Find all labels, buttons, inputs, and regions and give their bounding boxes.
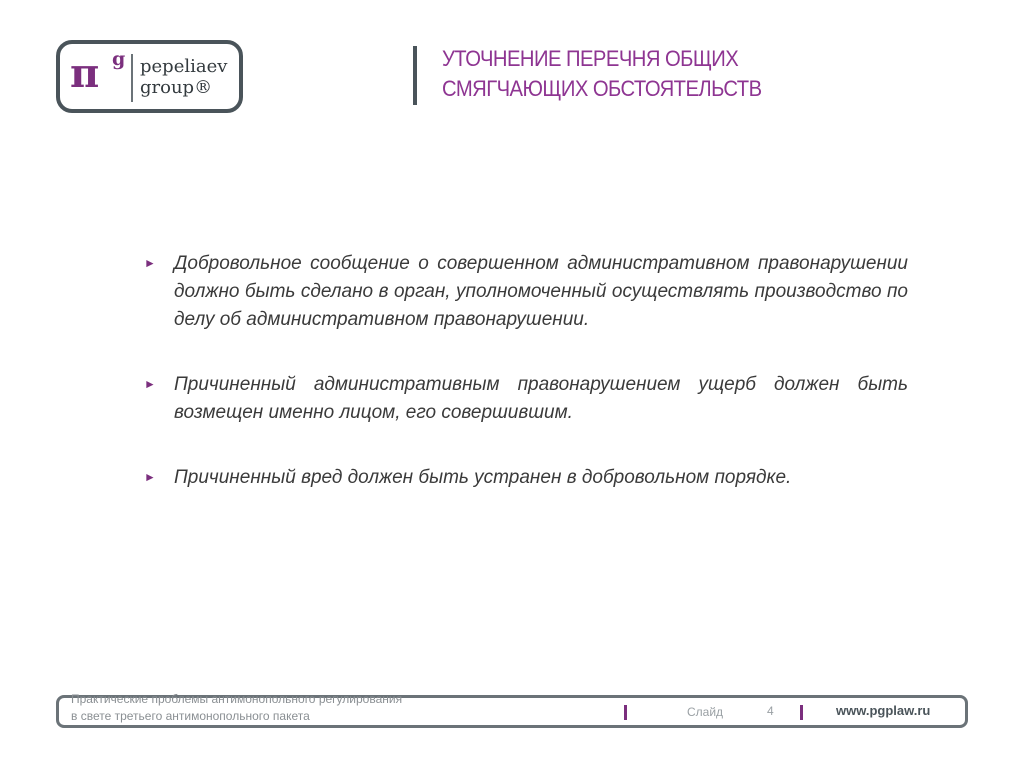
logo-superscript: g <box>112 48 126 70</box>
bullet-arrow-icon: ► <box>144 470 156 484</box>
bullet-item <box>144 250 908 334</box>
bullet-list <box>144 250 908 529</box>
bullet-item <box>144 464 908 492</box>
bullet-text: Добровольное сообщение о совершенном административном правонарушении должно быть сделано в орган, уполномоченный осуществлять производство по делу об административном правонарушении. <box>174 253 908 330</box>
slide-label: Слайд <box>687 705 724 719</box>
bullet-arrow-icon: ► <box>144 377 156 391</box>
title-accent-bar <box>413 46 417 105</box>
footer-separator <box>800 705 803 720</box>
footer-separator <box>624 705 627 720</box>
bullet-arrow-icon: ► <box>144 256 156 270</box>
logo-name-line2: group® <box>140 77 213 98</box>
slide-title <box>442 44 847 104</box>
logo-name-line1: pepeliaev <box>140 56 228 77</box>
footer-caption-line1: Практические проблемы антимонопольного регулирования <box>71 692 403 706</box>
slide-title-line2: СМЯГЧАЮЩИХ ОБСТОЯТЕЛЬСТВ <box>442 76 762 101</box>
website-link[interactable]: www.pgplaw.ru <box>836 703 931 718</box>
slide-title-line1: УТОЧНЕНИЕ ПЕРЕЧНЯ ОБЩИХ <box>442 46 739 71</box>
company-logo <box>56 40 243 113</box>
bullet-item <box>144 371 908 427</box>
logo-pi-symbol: π <box>70 50 100 97</box>
logo-divider <box>131 54 133 102</box>
logo-company-name <box>140 56 227 98</box>
bullet-text: Причиненный вред должен быть устранен в добровольном порядке. <box>174 467 792 488</box>
slide-number: 4 <box>767 704 774 718</box>
slide-footer <box>56 692 968 728</box>
bullet-text: Причиненный административным правонарушением ущерб должен быть возмещен именно лицом, его совершившим. <box>174 374 908 423</box>
footer-caption <box>71 691 511 725</box>
footer-caption-line2: в свете третьего антимонопольного пакета <box>71 709 310 723</box>
